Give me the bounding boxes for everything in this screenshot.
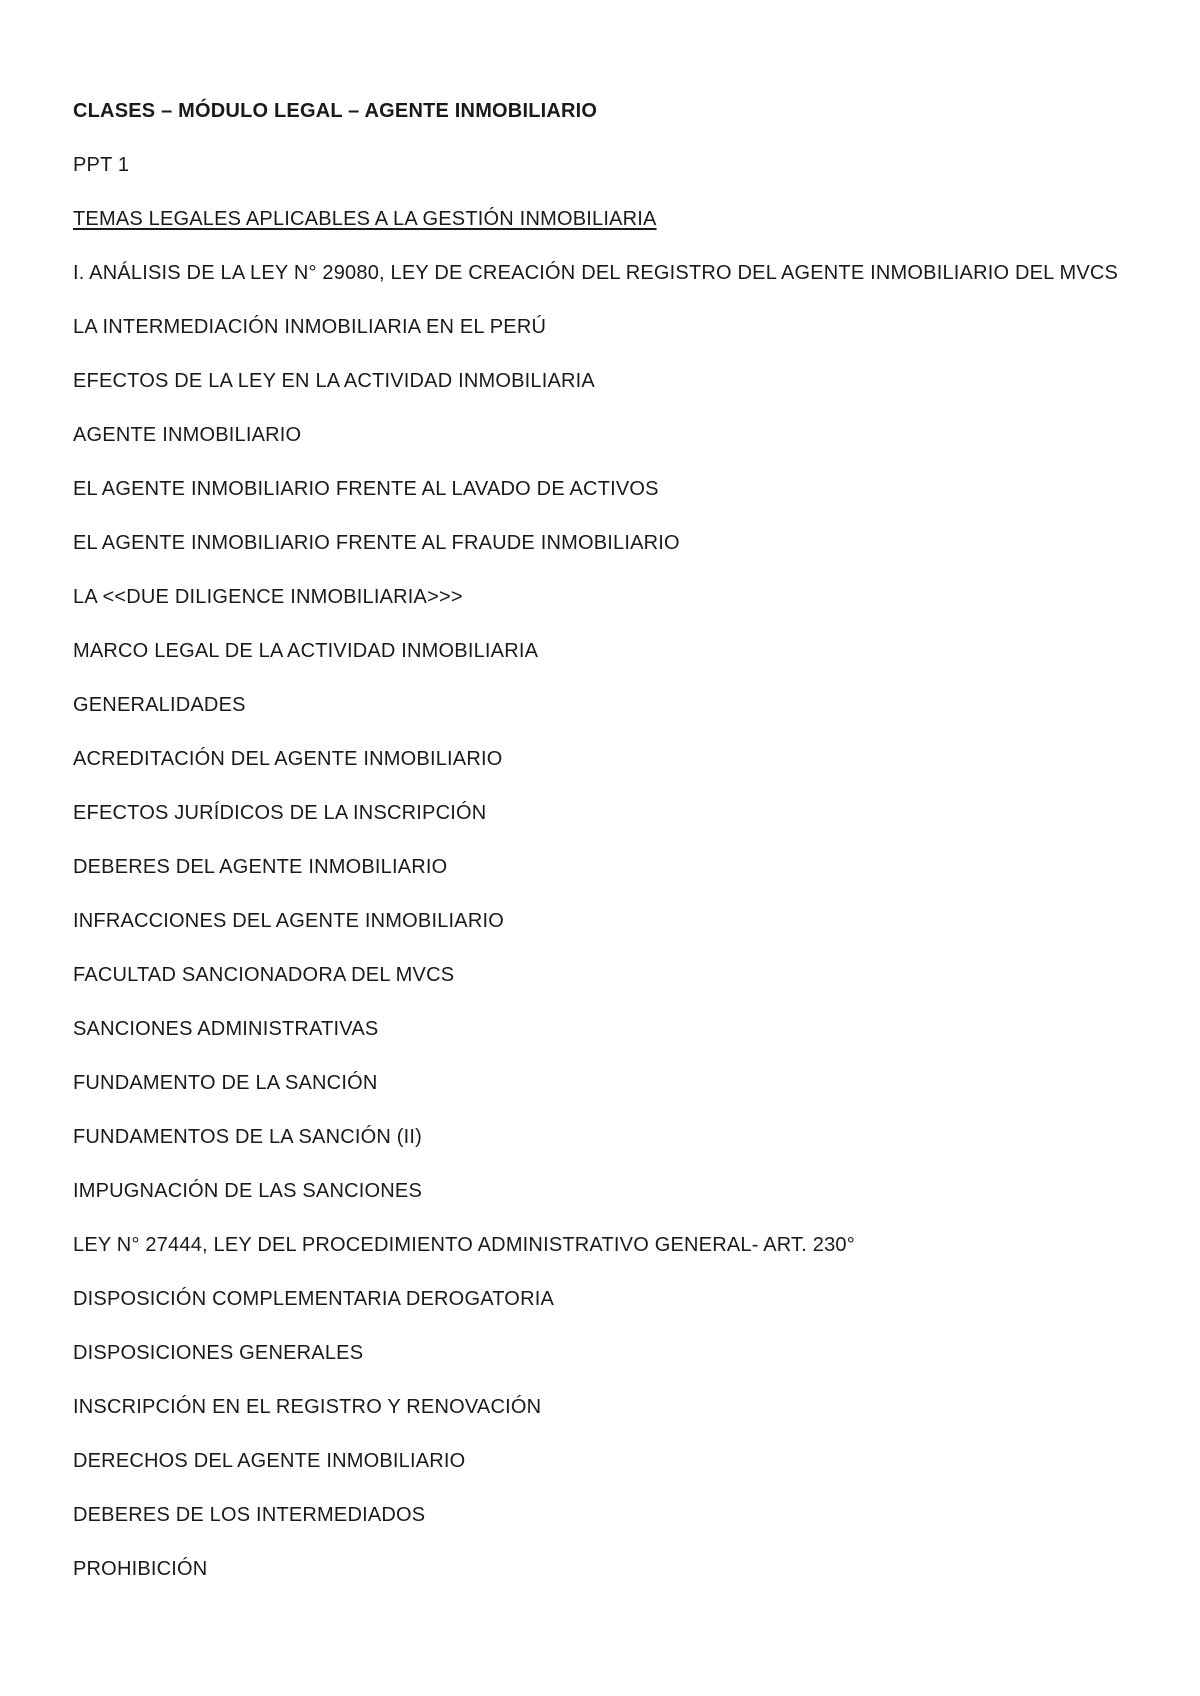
topic-item: DISPOSICIÓN COMPLEMENTARIA DEROGATORIA [73, 1288, 555, 1310]
topic-list [73, 258, 1133, 1584]
document-subtitle: PPT 1 [73, 154, 130, 176]
topic-item: AGENTE INMOBILIARIO [73, 424, 302, 446]
topic-item: LEY N° 27444, LEY DEL PROCEDIMIENTO ADMINISTRATIVO GENERAL- ART. 230° [73, 1234, 855, 1256]
topic-item: INFRACCIONES DEL AGENTE INMOBILIARIO [73, 910, 504, 932]
topic-item: FUNDAMENTOS DE LA SANCIÓN (II) [73, 1126, 423, 1148]
topic-item: LA INTERMEDIACIÓN INMOBILIARIA EN EL PERÚ [73, 316, 547, 338]
topic-item: MARCO LEGAL DE LA ACTIVIDAD INMOBILIARIA [73, 640, 539, 662]
topic-item: ACREDITACIÓN DEL AGENTE INMOBILIARIO [73, 748, 503, 770]
topic-item: DERECHOS DEL AGENTE INMOBILIARIO [73, 1450, 466, 1472]
section-heading: TEMAS LEGALES APLICABLES A LA GESTIÓN INMOBILIARIA [73, 208, 657, 230]
document-title: CLASES – MÓDULO LEGAL – AGENTE INMOBILIARIO [73, 100, 598, 122]
topic-item: EFECTOS DE LA LEY EN LA ACTIVIDAD INMOBILIARIA [73, 370, 595, 392]
topic-item: PROHIBICIÓN [73, 1558, 208, 1580]
topic-item: IMPUGNACIÓN DE LAS SANCIONES [73, 1180, 422, 1202]
topic-item: INSCRIPCIÓN EN EL REGISTRO Y RENOVACIÓN [73, 1396, 542, 1418]
topic-item: LA <<DUE DILIGENCE INMOBILIARIA>>> [73, 586, 463, 608]
topic-item: DEBERES DEL AGENTE INMOBILIARIO [73, 856, 448, 878]
topic-item: DEBERES DE LOS INTERMEDIADOS [73, 1504, 426, 1526]
topic-item: FACULTAD SANCIONADORA DEL MVCS [73, 964, 455, 986]
topic-item: GENERALIDADES [73, 694, 246, 716]
topic-item: DISPOSICIONES GENERALES [73, 1342, 364, 1364]
topic-item: EL AGENTE INMOBILIARIO FRENTE AL FRAUDE INMOBILIARIO [73, 532, 680, 554]
topic-item: EFECTOS JURÍDICOS DE LA INSCRIPCIÓN [73, 802, 487, 824]
topic-item: EL AGENTE INMOBILIARIO FRENTE AL LAVADO DE ACTIVOS [73, 478, 659, 500]
document-page [73, 96, 1133, 1608]
topic-item: FUNDAMENTO DE LA SANCIÓN [73, 1072, 378, 1094]
topic-item: I. ANÁLISIS DE LA LEY N° 29080, LEY DE CREACIÓN DEL REGISTRO DEL AGENTE INMOBILIARIO DEL MVCS [73, 262, 1119, 284]
topic-item: SANCIONES ADMINISTRATIVAS [73, 1018, 379, 1040]
